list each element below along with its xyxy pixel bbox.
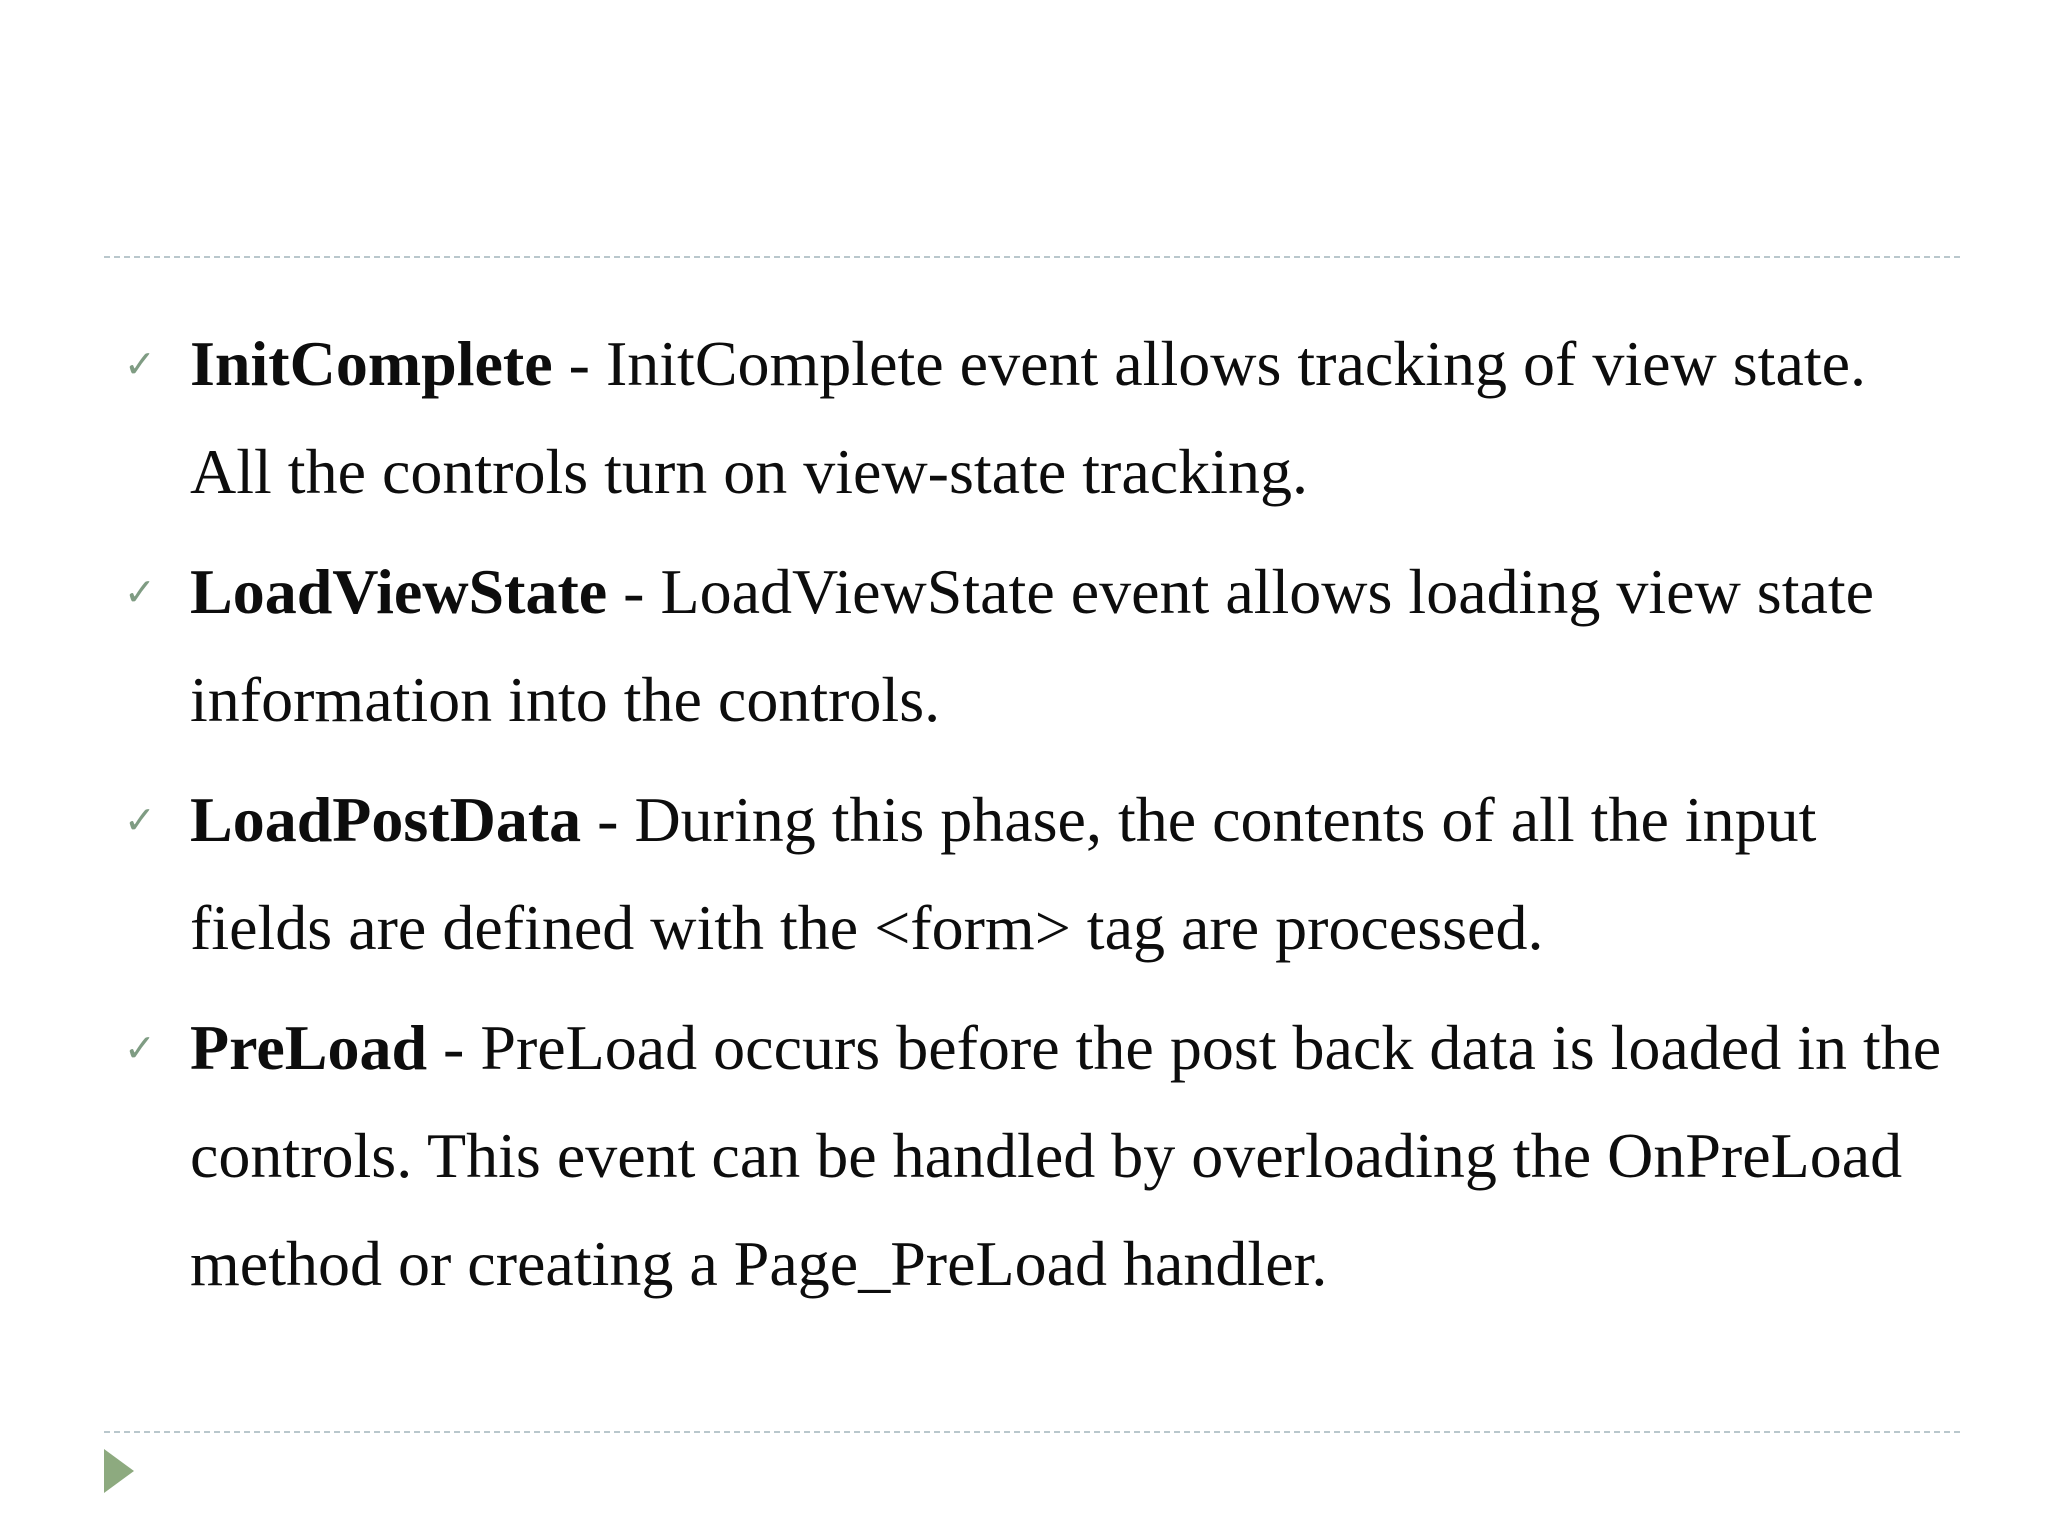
bullet-item-preload xyxy=(120,994,1950,1318)
top-divider xyxy=(104,256,1960,258)
bullet-term: LoadPostData xyxy=(190,784,582,855)
bullet-separator: - xyxy=(552,328,606,399)
checkmark-icon: ✓ xyxy=(124,570,156,614)
checkmark-icon: ✓ xyxy=(124,342,156,386)
bullet-item-loadviewstate xyxy=(120,538,1950,754)
bullet-separator: - xyxy=(607,556,661,627)
checkmark-icon: ✓ xyxy=(124,1026,156,1070)
bullet-item-loadpostdata xyxy=(120,766,1950,982)
bullet-text: PreLoad occurs before the post back data is loaded in the controls. This event can be handled by overloading the OnPreLoad method or creating a Page_PreLoad handler. xyxy=(190,1012,1942,1299)
play-triangle-icon xyxy=(104,1449,134,1493)
checkmark-icon: ✓ xyxy=(124,798,156,842)
bullet-term: LoadViewState xyxy=(190,556,608,627)
bullet-item-initcomplete xyxy=(120,310,1950,526)
bullet-term: PreLoad xyxy=(190,1012,428,1083)
bullet-separator: - xyxy=(581,784,635,855)
bullet-text: LoadViewState event allows loading view state information into the controls. xyxy=(190,556,1875,735)
bullet-text: During this phase, the contents of all the input fields are defined with the <form> tag are processed. xyxy=(190,784,1817,963)
bullet-text: InitComplete event allows tracking of view state. All the controls turn on view-state tracking. xyxy=(190,328,1867,507)
bullet-separator: - xyxy=(427,1012,481,1083)
bottom-divider xyxy=(104,1431,1960,1433)
bullet-term: InitComplete xyxy=(190,328,553,399)
bullet-list xyxy=(120,310,1950,1330)
